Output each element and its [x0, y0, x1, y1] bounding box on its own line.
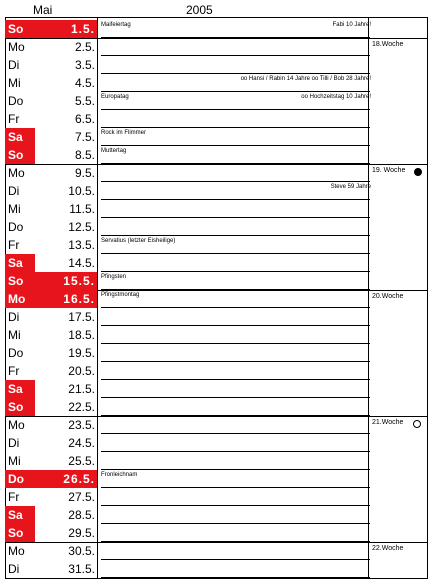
- day-row: [5, 218, 428, 236]
- date-label: 8.5.: [74, 148, 95, 162]
- date-label: 20.5.: [68, 364, 95, 378]
- event-note: Pfingstmontag: [101, 292, 140, 298]
- month-title: Mai: [33, 3, 53, 17]
- weekday-label: Di: [8, 310, 20, 324]
- weekday-label: Fr: [8, 238, 20, 252]
- date-label: 13.5.: [68, 238, 95, 252]
- weekday-label: So: [5, 146, 35, 164]
- weekday-label: Di: [8, 184, 20, 198]
- day-entry-field[interactable]: [101, 272, 371, 290]
- date-label: 19.5.: [68, 346, 95, 360]
- day-row: [5, 236, 428, 254]
- day-entry-field[interactable]: [101, 74, 371, 92]
- day-row: [5, 200, 428, 218]
- day-row: [5, 542, 428, 560]
- date-label: 2.5.: [74, 40, 95, 54]
- day-row: [5, 380, 428, 398]
- date-label: 4.5.: [74, 76, 95, 90]
- weekday-label: Mo: [8, 544, 25, 558]
- date-label: 23.5.: [68, 418, 95, 432]
- weekday-label: Mo: [8, 40, 25, 54]
- date-label: 7.5.: [74, 130, 95, 144]
- day-entry-field[interactable]: [101, 92, 371, 110]
- event-note: Fronleichnam: [101, 472, 138, 478]
- day-entry-field[interactable]: [101, 398, 371, 416]
- weekday-label: Do: [8, 220, 24, 234]
- date-label: 12.5.: [68, 220, 95, 234]
- day-row: [5, 362, 428, 380]
- date-label: 10.5.: [68, 184, 95, 198]
- date-label: 14.5.: [68, 256, 95, 270]
- event-note: Europatag: [101, 94, 129, 100]
- date-label: 27.5.: [68, 490, 95, 504]
- date-label: 22.5.: [68, 400, 95, 414]
- day-row: [5, 38, 428, 56]
- weekday-label: Mi: [8, 76, 21, 90]
- event-note: Servatius (letzter Eisheilige): [101, 238, 176, 244]
- birthday-note: Steve 59 Jahre: [330, 184, 371, 190]
- day-row: [5, 344, 428, 362]
- day-entry-field[interactable]: [101, 380, 371, 398]
- day-entry-field[interactable]: [101, 488, 371, 506]
- day-entry-field[interactable]: [101, 362, 371, 380]
- day-row: [5, 290, 428, 308]
- day-row: [5, 146, 428, 164]
- date-label: 24.5.: [68, 436, 95, 450]
- day-entry-field[interactable]: [101, 182, 371, 200]
- weekday-label: Mo: [8, 418, 25, 432]
- day-row: [5, 470, 428, 488]
- new-moon-icon: [414, 168, 422, 176]
- date-label: 9.5.: [74, 166, 95, 180]
- day-row: [5, 128, 428, 146]
- week-label: 21.Woche: [372, 419, 404, 426]
- event-note: Muttertag: [101, 148, 127, 154]
- date-label: 18.5.: [68, 328, 95, 342]
- date-label: 29.5.: [68, 526, 95, 540]
- date-label: 30.5.: [68, 544, 95, 558]
- weekday-label: Sa: [5, 380, 35, 398]
- day-entry-field[interactable]: [101, 416, 371, 434]
- day-row: [5, 416, 428, 434]
- weekday-label: Di: [8, 562, 20, 576]
- weekday-label: Di: [8, 436, 20, 450]
- date-label: 5.5.: [74, 94, 95, 108]
- weekday-label: Sa: [5, 128, 35, 146]
- week-label: 22.Woche: [372, 545, 404, 552]
- date-label: 1.5.: [35, 20, 97, 38]
- day-row: [5, 56, 428, 74]
- day-row: [5, 308, 428, 326]
- day-row: [5, 272, 428, 290]
- event-note: Maifeiertag: [101, 22, 131, 28]
- weekday-label: Di: [8, 58, 20, 72]
- date-label: 16.5.: [35, 290, 97, 308]
- year-title: 2005: [186, 3, 213, 17]
- weekday-label: Fr: [8, 490, 20, 504]
- day-entry-field[interactable]: [101, 308, 371, 326]
- weekday-label: Mi: [8, 202, 21, 216]
- weekday-label: Mi: [8, 454, 21, 468]
- date-label: 28.5.: [68, 508, 95, 522]
- day-entry-field[interactable]: [101, 506, 371, 524]
- date-label: 3.5.: [74, 58, 95, 72]
- birthday-note: oo Hansi / Rabin 14 Jahre oo Tilli / Bob 28 Jahre!: [240, 76, 371, 82]
- day-row: [5, 326, 428, 344]
- week-label: 20.Woche: [372, 293, 404, 300]
- day-entry-field[interactable]: [101, 290, 371, 308]
- day-row: [5, 452, 428, 470]
- day-entry-field[interactable]: [101, 38, 371, 56]
- day-entry-field[interactable]: [101, 344, 371, 362]
- weekday-label: So: [5, 524, 35, 542]
- day-row: [5, 524, 428, 542]
- weekday-label: So: [5, 272, 35, 290]
- day-entry-field[interactable]: [101, 200, 371, 218]
- day-row: [5, 74, 428, 92]
- birthday-note: oo Hochzeitstag 10 Jahre!: [301, 94, 371, 100]
- weekday-label: Sa: [5, 254, 35, 272]
- event-note: Pfingsten: [101, 274, 127, 280]
- birthday-note: Fabi 10 Jahre!: [332, 22, 371, 28]
- full-moon-icon: [413, 420, 421, 428]
- day-row: [5, 92, 428, 110]
- date-label: 31.5.: [68, 562, 95, 576]
- day-entry-field[interactable]: [101, 452, 371, 470]
- date-label: 26.5.: [35, 470, 97, 488]
- weekday-label: Mo: [8, 166, 25, 180]
- weekday-label: Sa: [5, 506, 35, 524]
- weekday-label: Do: [8, 346, 24, 360]
- weekday-label: Mi: [8, 328, 21, 342]
- weekday-label: Fr: [8, 364, 20, 378]
- day-row: [5, 254, 428, 272]
- day-entry-field[interactable]: [101, 524, 371, 542]
- date-label: 21.5.: [68, 382, 95, 396]
- week-label: 19. Woche: [372, 167, 406, 174]
- weekday-label: Do: [5, 470, 35, 488]
- week-label: 18.Woche: [372, 41, 404, 48]
- day-row: [5, 434, 428, 452]
- day-entry-field[interactable]: [101, 218, 371, 236]
- day-entry-field[interactable]: [101, 236, 371, 254]
- day-entry-field[interactable]: [101, 56, 371, 74]
- weekday-label: So: [5, 20, 35, 38]
- weekday-label: Do: [8, 94, 24, 108]
- day-row: [5, 182, 428, 200]
- day-row: [5, 488, 428, 506]
- day-entry-field[interactable]: [101, 326, 371, 344]
- day-entry-field[interactable]: [101, 146, 371, 164]
- date-label: 17.5.: [68, 310, 95, 324]
- date-label: 15.5.: [35, 272, 97, 290]
- weekday-label: So: [5, 398, 35, 416]
- day-row: [5, 164, 428, 182]
- day-entry-field[interactable]: [101, 470, 371, 488]
- day-row: [5, 560, 428, 578]
- day-entry-field[interactable]: [101, 164, 371, 182]
- day-row: [5, 506, 428, 524]
- weekday-label: Fr: [8, 112, 20, 126]
- date-label: 11.5.: [69, 202, 95, 216]
- day-entry-field[interactable]: [101, 560, 371, 578]
- date-label: 6.5.: [74, 112, 95, 126]
- date-label: 25.5.: [68, 454, 95, 468]
- day-entry-field[interactable]: [101, 110, 371, 128]
- day-entry-field[interactable]: [101, 128, 371, 146]
- day-row: [5, 20, 428, 38]
- day-row: [5, 398, 428, 416]
- weekday-label: Mo: [5, 290, 35, 308]
- day-entry-field[interactable]: [101, 542, 371, 560]
- day-entry-field[interactable]: [101, 434, 371, 452]
- day-entry-field[interactable]: [101, 20, 371, 38]
- day-row: [5, 110, 428, 128]
- event-note: Rock im Flimmer: [101, 130, 146, 136]
- day-entry-field[interactable]: [101, 254, 371, 272]
